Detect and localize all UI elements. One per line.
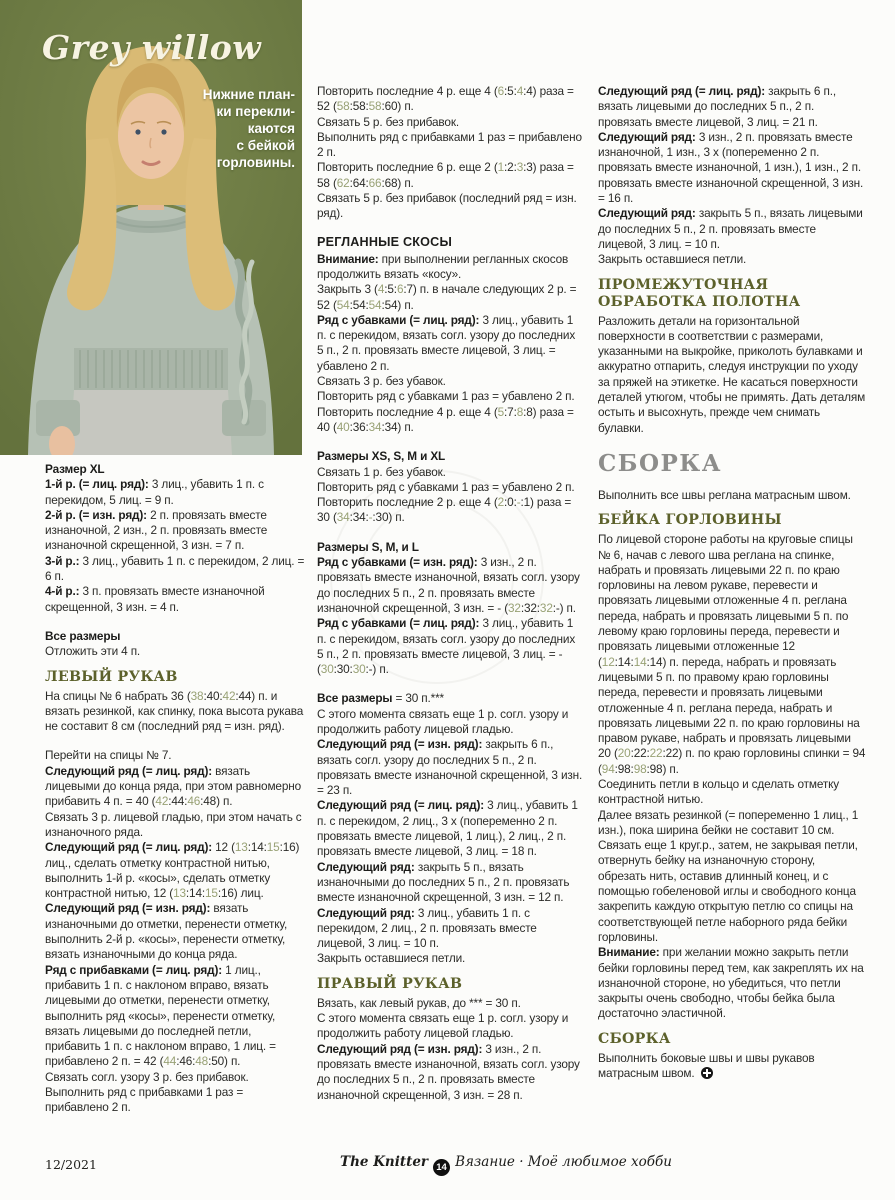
column-left xyxy=(45,462,305,1116)
size-alt-value: 30 xyxy=(352,662,366,677)
section-heading: СБОРКА xyxy=(598,449,722,477)
bold-lead: 2-й р. (= изн. ряд): xyxy=(45,507,147,522)
paragraph xyxy=(317,449,583,464)
paragraph: Ряд с убавками (= лиц. ряд): 3 лиц., убавить 1 п. с перекидом, вязать согл. узору до последних 5 п., 2 п. провязать вместе лицевой, 3 лиц. = - (30:30:30:-) п. xyxy=(317,616,576,677)
section-heading: ПРАВЫЙ РУКАВ xyxy=(317,975,463,992)
footer-magazine-title: Вязание · Моё любимое хобби xyxy=(455,1154,672,1170)
bold-lead: 1-й р. (= лиц. ряд): xyxy=(45,477,149,492)
column-middle xyxy=(317,84,583,1103)
paragraph: Выполнить ряд с прибавками 1 раз = прибавлено 2 п. xyxy=(317,129,582,160)
hero-caption: Нижние план- ки перекли- каются с бейкой горловины. xyxy=(202,87,295,170)
bold-lead: Следующий ряд: xyxy=(317,905,415,920)
paragraph: Связать 3 р. без убавок. xyxy=(317,374,446,389)
bold-lead: Следующий ряд (= лиц. ряд): xyxy=(317,798,484,813)
bold-lead: Все размеры xyxy=(45,628,121,643)
model-photo-illustration xyxy=(0,0,302,455)
footer-magazine-line xyxy=(306,1154,706,1176)
size-alt-value: 48 xyxy=(195,1054,209,1069)
paragraph: Внимание: при желании можно закрыть петли бейки горловины перед тем, как закреплять их на изнаночной стороне, но убедиться, что петли закрыты очень свободно, чтобы бейка была достаточно эластичной. xyxy=(598,945,864,1021)
size-alt-value: 3 xyxy=(516,160,524,175)
end-of-pattern-icon xyxy=(701,1067,713,1079)
bold-lead: Ряд с убавками (= изн. ряд): xyxy=(317,555,478,570)
size-alt-value: 32 xyxy=(508,600,521,615)
paragraph xyxy=(317,540,583,555)
bold-lead: Размеры S, M, и L xyxy=(317,539,419,554)
bold-lead: 4-й р.: xyxy=(45,584,80,599)
size-alt-value: 8 xyxy=(516,404,524,419)
paragraph: Разложить детали на горизонтальной поверхности в соответствии с размерами, указанными на выкройке, приколоть булавками и аккуратно отпарить, следуя инструкции по уходу за пряжей на этикетке. Не касаться поверхности деталей утюгом, чтобы не примять. Дать деталям остыть и высохнуть, прежде чем снимать булавки. xyxy=(598,313,866,435)
paragraph: На спицы № 6 набрать 36 (38:40:42:44) п. и вязать резинкой, как спинку, пока высота рукава не составит 8 см (последний ряд = изн. ряд). xyxy=(45,688,304,734)
bold-lead: Размеры XS, S, M и XL xyxy=(317,449,446,464)
hero-photo xyxy=(0,0,302,455)
bold-lead: 3-й р.: xyxy=(45,553,80,568)
size-alt-value: 44 xyxy=(163,1054,177,1069)
size-alt-value: 40 xyxy=(336,419,350,434)
paragraph: Вязать, как левый рукав, до *** = 30 п. xyxy=(317,995,521,1010)
footer-page-badge: 14 xyxy=(433,1159,450,1176)
paragraph: Повторить последние 6 р. еще 2 (1:2:3:3) раза = 58 (62:64:66:68) п. xyxy=(317,160,574,190)
section-heading: ЛЕВЫЙ РУКАВ xyxy=(45,668,178,685)
size-alt-value: 58 xyxy=(336,99,350,114)
bold-lead: Следующий ряд (= изн. ряд): xyxy=(45,901,211,916)
footer-brand: The Knitter xyxy=(340,1154,429,1170)
bold-lead: Размер XL xyxy=(45,462,105,476)
section-heading: РЕГЛАННЫЕ СКОСЫ xyxy=(317,234,452,249)
paragraph: Отложить эти 4 п. xyxy=(45,644,141,659)
paragraph: С этого момента связать еще 1 р. согл. узору и продолжить работу лицевой гладью. xyxy=(317,1011,569,1041)
bold-lead: Внимание: xyxy=(317,251,379,266)
paragraph xyxy=(45,462,305,477)
footer-issue-date: 12/2021 xyxy=(45,1157,97,1172)
section-heading: СБОРКА xyxy=(598,1030,671,1047)
size-alt-value: 66 xyxy=(368,175,382,190)
paragraph: Соединить петли в кольцо и сделать отметку контрастной нитью. xyxy=(598,776,839,807)
size-alt-value: 42 xyxy=(155,794,169,809)
paragraph: Следующий ряд: закрыть 5 п., вязать лицевыми до последних 5 п., 2 п. провязать вместе лицевой, 3 лиц. = 10 п. xyxy=(598,206,863,251)
paragraph: Следующий ряд: 3 лиц., убавить 1 п. с перекидом, 2 лиц., 2 п. провязать вместе лицевой, 3 лиц. = 10 п. xyxy=(317,905,537,951)
size-alt-value: 34 xyxy=(368,419,382,434)
size-alt-value: 46 xyxy=(187,794,201,809)
bold-lead: Внимание: xyxy=(598,945,660,960)
paragraph: 1-й р. (= лиц. ряд): 3 лиц., убавить 1 п. с перекидом, 5 лиц. = 9 п. xyxy=(45,477,264,507)
paragraph: Повторить ряд с убавками 1 раз = убавлено 2 п. xyxy=(317,389,575,404)
paragraph: Следующий ряд (= изн. ряд): вязать изнаночными до отметки, перенести отметку, выполнить 2-й р. «косы», перенести отметку, вязать изнаночными до конца ряда. xyxy=(45,901,288,962)
section-heading: ПРОМЕЖУТОЧНАЯ ОБРАБОТКА ПОЛОТНА xyxy=(598,276,801,310)
bold-lead: Следующий ряд: xyxy=(598,206,696,221)
size-alt-value: 30 xyxy=(320,662,334,677)
size-alt-value: 34 xyxy=(336,510,350,525)
size-alt-value: 1 xyxy=(497,160,505,175)
bold-lead: Все размеры xyxy=(317,691,393,706)
size-alt-value: 94 xyxy=(601,761,615,776)
size-alt-value: 62 xyxy=(336,175,350,190)
size-alt-value: 5 xyxy=(497,404,505,419)
size-alt-value: 54 xyxy=(336,297,350,312)
paragraph: Следующий ряд (= лиц. ряд): закрыть 6 п., вязать лицевыми до последних 5 п., 2 п. провязать вместе лицевой, 3 лиц. = 21 п. xyxy=(598,84,836,129)
bold-lead: Следующий ряд (= изн. ряд): xyxy=(317,1041,483,1056)
paragraph: Выполнить все швы реглана матрасным швом. xyxy=(598,487,851,502)
paragraph: Ряд с прибавками (= лиц. ряд): 1 лиц., прибавить 1 п. с наклоном вправо, вязать лицевыми до отметки, перенести отметку, выполнить ряд «косы», перенести отметку, вязать лицевыми до последней петли, прибавить 1 п. с наклоном вправо, 1 лиц. = прибавлено 2 п. = 42 (44:46:48:50) п. xyxy=(45,962,276,1069)
paragraph: Повторить последние 4 р. еще 4 (5:7:8:8) раза = 40 (40:36:34:34) п. xyxy=(317,404,574,434)
paragraph: Перейти на спицы № 7. xyxy=(45,748,172,763)
size-alt-value: 15 xyxy=(266,840,280,855)
size-alt-value: 38 xyxy=(190,688,204,703)
size-alt-value: 6 xyxy=(497,84,505,98)
paragraph: Повторить последние 4 р. еще 4 (6:5:4:4) раза = 52 (58:58:58:60) п. xyxy=(317,84,574,114)
size-alt-value: - xyxy=(368,510,373,525)
paragraph: Следующий ряд (= лиц. ряд): 3 лиц., убавить 1 п. с перекидом, 2 лиц., 3 х (попеременно 2 п. провязать вместе лицевой, 1 лиц.), 2 лиц., 2 п. провязать вместе лицевой, 3 лиц. = 18 п. xyxy=(317,798,578,859)
bold-lead: Следующий ряд (= изн. ряд): xyxy=(317,737,483,752)
pattern-title: Grey willow xyxy=(42,28,262,67)
paragraph: Закрыть оставшиеся петли. xyxy=(598,252,747,267)
paragraph: Закрыть оставшиеся петли. xyxy=(317,951,466,966)
paragraph: Все размеры = 30 п.*** xyxy=(317,691,444,706)
bold-lead: Следующий ряд: xyxy=(598,129,696,144)
size-alt-value: 15 xyxy=(204,886,218,901)
paragraph: По лицевой стороне работы на круговые спицы № 6, начав с левого шва реглана на спинке, набрать и провязать лицевыми 22 п. по краю горловины на левом рукаве, перевести и провязать лицевыми отложенные 4 п. реглана переда, набрать и провязать лицевыми 5 п. по левому краю горловины переда, перевести и провязать лицевыми отложенные 12 (12:14:14:14) п. переда, набрать и провязать лицевыми 5 п. по правому краю горловины переда, перевести и провязать лицевыми отложенные 4 п. реглана переда, набрать и провязать лицевыми 22 п. по краю горловины на правом рукаве, набрать и провязать лицевыми 20 (20:22:22:22) п. по краю горловины спинки = 94 (94:98:98:98) п. xyxy=(598,532,866,776)
bold-lead: Ряд с убавками (= лиц. ряд): xyxy=(317,616,480,631)
paragraph: 4-й р.: 3 п. провязать вместе изнаночной скрещенной, 3 изн. = 4 п. xyxy=(45,584,265,614)
paragraph: Следующий ряд (= изн. ряд): закрыть 6 п., вязать согл. узору до последних 5 п., 2 п. провязать вместе изнаночной скрещенной, 3 изн. = 23 п. xyxy=(317,737,583,798)
size-alt-value: 13 xyxy=(173,886,186,901)
section-heading: БЕЙКА ГОРЛОВИНЫ xyxy=(598,512,782,529)
size-alt-value: - xyxy=(516,495,521,510)
paragraph: Далее вязать резинкой (= попеременно 1 лиц., 1 изн.), пока ширина бейки не составит 10 см. xyxy=(598,807,859,837)
size-alt-value: 20 xyxy=(617,746,631,761)
bold-lead: Ряд с убавками (= лиц. ряд): xyxy=(317,312,480,327)
paragraph: С этого момента связать еще 1 р. согл. узору и продолжить работу лицевой гладью. xyxy=(317,706,569,736)
paragraph: Связать 5 р. без прибавок. xyxy=(317,114,459,129)
paragraph: Следующий ряд: 3 изн., 2 п. провязать вместе изнаночной, 1 изн., 3 х (попеременно 2 п. провязать вместе изнаночной, 1 изн.), 1 изн., 2 п. провязать вместе изнаночной скрещенной, 3 изн. = 16 п. xyxy=(598,129,864,206)
bold-lead: Следующий ряд: xyxy=(317,859,415,874)
column-right xyxy=(598,84,866,1081)
paragraph: Следующий ряд: закрыть 5 п., вязать изнаночными до последних 5 п., 2 п. провязать вместе изнаночной скрещенной, 3 изн. = 12 п. xyxy=(317,859,570,905)
paragraph: Связать согл. узору 3 р. без прибавок. xyxy=(45,1069,249,1084)
size-alt-value: 58 xyxy=(368,99,382,114)
paragraph: Выполнить боковые швы и швы рукавов матрасным швом. xyxy=(598,1050,815,1081)
bold-lead: Следующий ряд (= лиц. ряд): xyxy=(45,840,212,855)
size-alt-value: 14 xyxy=(633,654,647,669)
size-alt-value: 98 xyxy=(633,761,647,776)
paragraph: Повторить последние 2 р. еще 4 (2:0:-:1) раза = 30 (34:34:-:30) п. xyxy=(317,495,572,525)
paragraph: Повторить ряд с убавками 1 раз = убавлено 2 п. xyxy=(317,479,575,494)
paragraph: Следующий ряд (= изн. ряд): 3 изн., 2 п. провязать вместе изнаночной, вязать согл. узору до последних 5 п., 2 п. провязать вместе изнаночной скрещенной, 3 изн. = 28 п. xyxy=(317,1041,580,1102)
paragraph: Выполнить ряд с прибавками 1 раз = прибавлено 2 п. xyxy=(45,1084,244,1115)
size-alt-value: 4 xyxy=(377,282,385,297)
size-alt-value: 54 xyxy=(368,297,382,312)
bold-lead: Ряд с прибавками (= лиц. ряд): xyxy=(45,962,223,977)
paragraph: Внимание: при выполнении регланных скосов продолжить вязать «косу». xyxy=(317,251,569,281)
bold-lead: Следующий ряд (= лиц. ряд): xyxy=(598,84,765,98)
size-alt-value: 13 xyxy=(234,840,248,855)
paragraph xyxy=(45,629,305,644)
paragraph: 2-й р. (= изн. ряд): 2 п. провязать вместе изнаночной, 2 изн., 2 п. провязать вместе изнаночной скрещенной, 3 изн. = 7 п. xyxy=(45,507,268,553)
paragraph: Следующий ряд (= лиц. ряд): 12 (13:14:15:16) лиц., сделать отметку контрастной нитью, выполнить 1-й р. «косы», сделать отметку контрастной нитью, 12 (13:14:15:16) лиц. xyxy=(45,840,300,901)
size-alt-value: 6 xyxy=(396,282,404,297)
paragraph: Связать 3 р. лицевой гладью, при этом начать с изнаночного ряда. xyxy=(45,809,302,839)
paragraph: Закрыть 3 (4:5:6:7) п. в начале следующих 2 р. = 52 (54:54:54:54) п. xyxy=(317,282,577,312)
paragraph: Ряд с убавками (= лиц. ряд): 3 лиц., убавить 1 п. с перекидом, вязать согл. узору до последних 5 п., 2 п. провязать вместе лицевой, 3 лиц. = убавлено 2 п. xyxy=(317,312,576,373)
size-alt-value: 4 xyxy=(516,84,524,98)
size-alt-value: 2 xyxy=(497,495,505,510)
paragraph: Связать еще 1 круг.р., затем, не закрывая петли, отвернуть бейку на изнаночную сторону, обрезать нить, оставив длинный конец, и с помощью гобеленовой иглы и свободного конца закрепить каждую открытую петлю со спицы на соответствующей петле наборного ряда бейки горловины. xyxy=(598,838,858,944)
size-alt-value: 32 xyxy=(539,600,553,615)
size-alt-value: 12 xyxy=(601,654,615,669)
paragraph: Связать 5 р. без прибавок (последний ряд = изн. ряд). xyxy=(317,191,577,221)
bold-lead: Следующий ряд (= лиц. ряд): xyxy=(45,763,212,778)
size-alt-value: 22 xyxy=(649,746,663,761)
paragraph: 3-й р.: 3 лиц., убавить 1 п. с перекидом, 2 лиц. = 6 п. xyxy=(45,553,305,584)
paragraph: Связать 1 р. без убавок. xyxy=(317,464,446,479)
size-alt-value: 42 xyxy=(222,688,236,703)
paragraph: Ряд с убавками (= изн. ряд): 3 изн., 2 п. провязать вместе изнаночной, вязать согл. узору до последних 5 п., 2 п. провязать вместе изнаночной скрещенной, 3 изн. = - (32:32:32:-) п. xyxy=(317,555,580,615)
paragraph: Следующий ряд (= лиц. ряд): вязать лицевыми до конца ряда, при этом равномерно прибавить 4 п. = 40 (42:44:46:48) п. xyxy=(45,763,302,809)
